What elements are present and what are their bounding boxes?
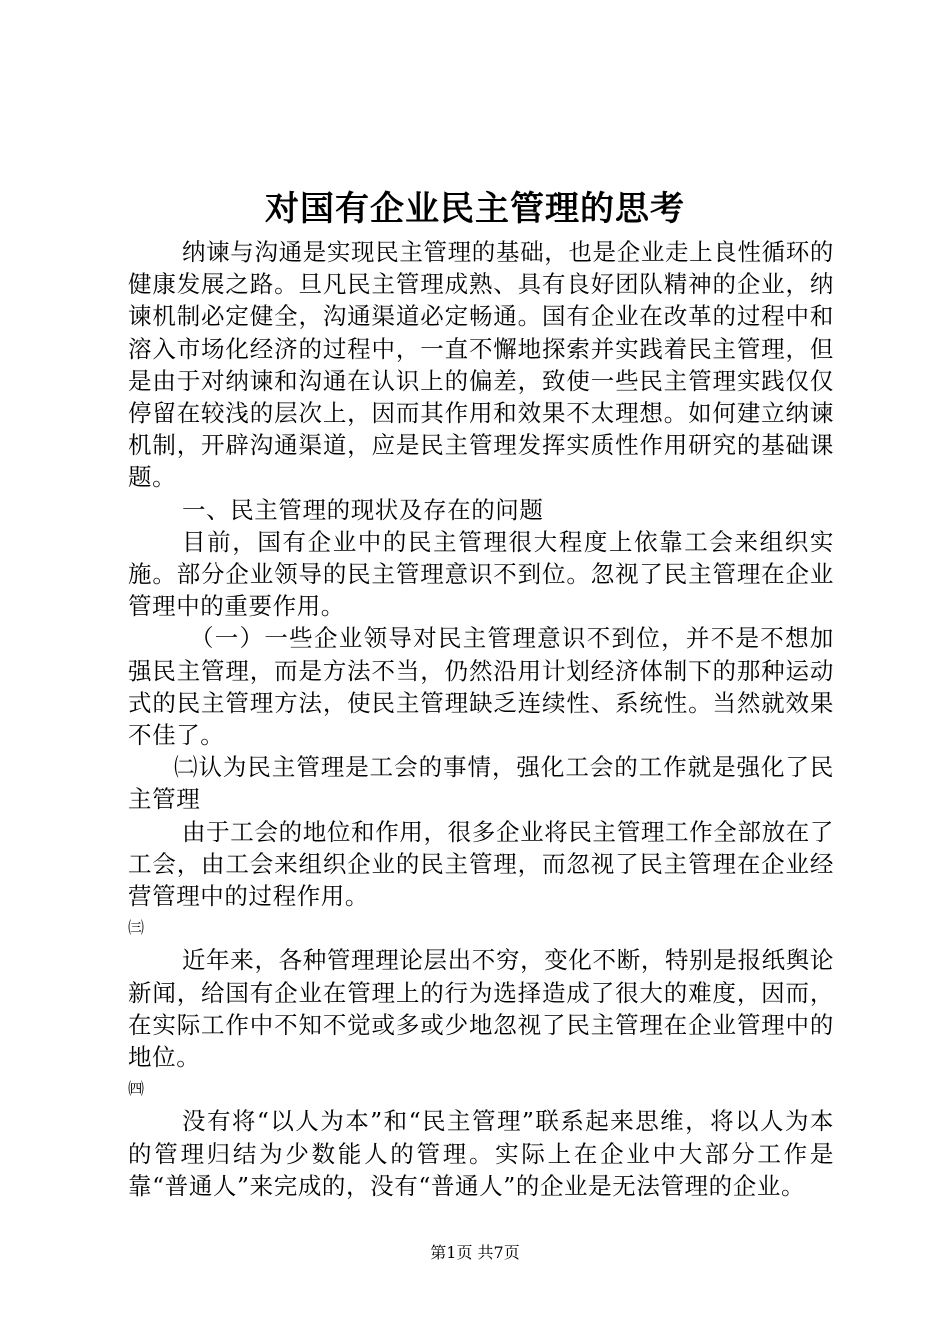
paragraph-point-3-body: 近年来，各种管理理论层出不穷，变化不断，特别是报纸舆论新闻，给国有企业在管理上的行为选择造成了很大的难度，因而，在实际工作中不知不觉或多或少地忽视了民主管理在企业管理中的地位。 [128, 946, 834, 1072]
paragraph-point-4-body: 没有将“以人为本”和“民主管理”联系起来思维，将以人为本的管理归结为少数能人的管理。实际上在企业中大部分工作是靠“普通人”来完成的，没有“普通人”的企业是无法管理的企业。 [128, 1107, 834, 1200]
document-title: 对国有企业民主管理的思考 [265, 189, 685, 229]
paragraph-status: 目前，国有企业中的民主管理很大程度上依靠工会来组织实施。部分企业领导的民主管理意识不到位。忽视了民主管理在企业管理中的重要作用。 [128, 527, 834, 621]
point-4-marker: ㈣ [128, 1079, 145, 1099]
paragraph-point-2-body: 由于工会的地位和作用，很多企业将民主管理工作全部放在了工会，由工会来组织企业的民主管理，而忽视了民主管理在企业经营管理中的过程作用。 [128, 817, 834, 911]
page-footer: 第1页 共7页 [430, 1243, 520, 1262]
document-body [128, 236, 834, 1202]
paragraph-intro: 纳谏与沟通是实现民主管理的基础，也是企业走上良性循环的健康发展之路。旦凡民主管理成熟、具有良好团队精神的企业，纳谏机制必定健全，沟通渠道必定畅通。国有企业在改革的过程中和溶入市场化经济的过程中，一直不懈地探索并实践着民主管理，但是由于对纳谏和沟通在认识上的偏差，致使一些民主管理实践仅仅停留在较浅的层次上，因而其作用和效果不太理想。如何建立纳谏机制，开辟沟通渠道，应是民主管理发挥实质性作用研究的基础课题。 [128, 238, 834, 492]
section-heading-1: 一、民主管理的现状及存在的问题 [182, 495, 544, 524]
point-3-marker: ㈢ [128, 918, 145, 938]
paragraph-point-1: （一）一些企业领导对民主管理意识不到位，并不是不想加强民主管理，而是方法不当，仍然沿用计划经济体制下的那种运动式的民主管理方法，使民主管理缺乏连续性、系统性。当然就效果不佳了。 [128, 624, 834, 750]
paragraph-point-2-heading: ㈡认为民主管理是工会的事情，强化工会的工作就是强化了民主管理 [128, 753, 834, 814]
